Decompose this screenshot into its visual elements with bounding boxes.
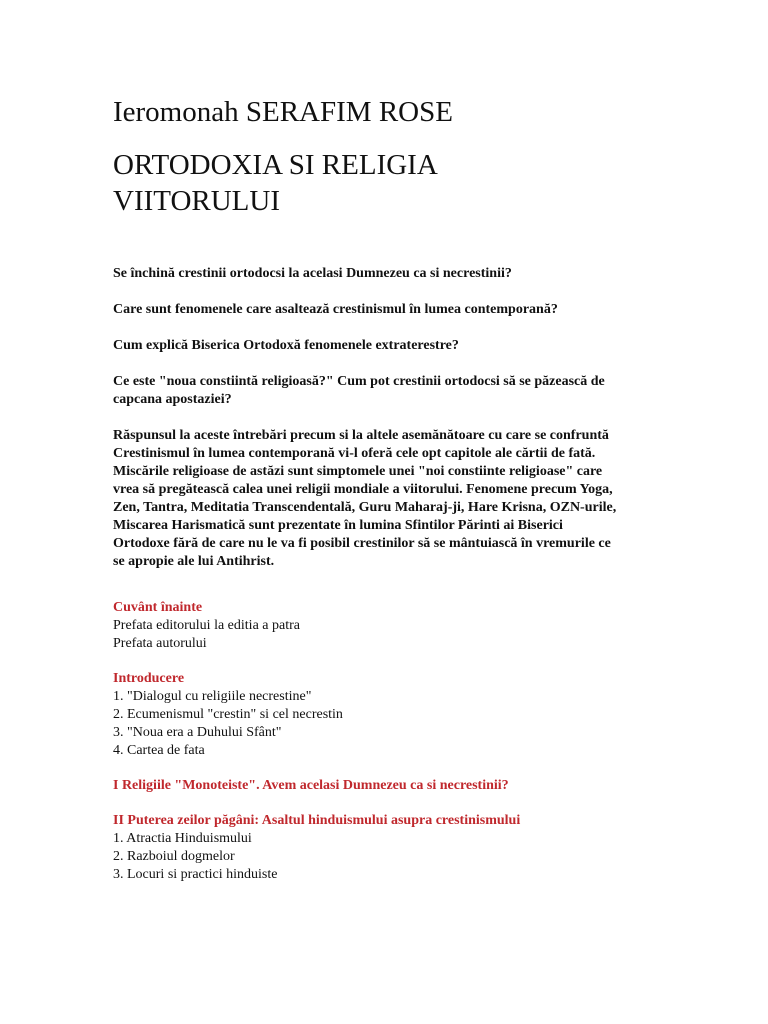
toc-item[interactable]: 4. Cartea de fata xyxy=(113,743,205,758)
toc-group-chapter-2 xyxy=(113,812,661,884)
question-4-line-2: capcana apostaziei? xyxy=(113,392,232,407)
toc-item[interactable]: 3. Locuri si practici hinduiste xyxy=(113,867,278,882)
question-4 xyxy=(113,373,661,409)
intro-line-7: Ortodoxe fără de care nu le va fi posibil crestinilor să se mântuiască în vremurile ce xyxy=(113,536,611,551)
intro-line-3: Miscările religioase de astăzi sunt simptomele unei "noi constiinte religioase" care xyxy=(113,464,603,479)
toc-heading-introduction[interactable]: Introducere xyxy=(113,671,185,686)
question-4-line-1: Ce este "noua constiintă religioasă?" Cum pot crestinii ortodocsi să se păzească de xyxy=(113,374,605,389)
questions-block xyxy=(113,265,661,409)
toc-heading-chapter-1[interactable]: I Religiile "Monoteiste". Avem acelasi Dumnezeu ca si necrestinii? xyxy=(113,778,509,793)
toc-item[interactable]: Prefata editorului la editia a patra xyxy=(113,618,300,633)
toc-item[interactable]: 1. "Dialogul cu religiile necrestine" xyxy=(113,689,312,704)
intro-line-6: Miscarea Harismatică sunt prezentate în lumina Sfintilor Părinti ai Biserici xyxy=(113,518,563,533)
book-title-line-2: VIITORULUI xyxy=(113,185,280,217)
intro-line-5: Zen, Tantra, Meditatia Transcendentală, Guru Maharaj-ji, Hare Krisna, OZN-urile, xyxy=(113,500,617,515)
toc-item[interactable]: Prefata autorului xyxy=(113,636,207,651)
toc-item[interactable]: 2. Ecumenismul "crestin" si cel necrestin xyxy=(113,707,343,722)
question-2: Care sunt fenomenele care asaltează crestinismul în lumea contemporană? xyxy=(113,302,558,317)
book-title xyxy=(113,147,661,219)
intro-line-1: Răspunsul la aceste întrebări precum si la altele asemănătoare cu care se confruntă xyxy=(113,428,609,443)
toc-group-foreword xyxy=(113,599,661,653)
document-page xyxy=(113,94,661,901)
toc-group-introduction xyxy=(113,670,661,760)
intro-line-8: se apropie ale lui Antihrist. xyxy=(113,554,275,569)
toc-heading-chapter-2[interactable]: II Puterea zeilor păgâni: Asaltul hinduismului asupra crestinismului xyxy=(113,813,521,828)
toc-heading-foreword[interactable]: Cuvânt înainte xyxy=(113,600,203,615)
intro-line-2: Crestinismul în lumea contemporană vi-l oferă cele opt capitole ale cărtii de fată. xyxy=(113,446,596,461)
question-3: Cum explică Biserica Ortodoxă fenomenele extraterestre? xyxy=(113,338,459,353)
question-1: Se închină crestinii ortodocsi la acelasi Dumnezeu ca si necrestinii? xyxy=(113,266,512,281)
book-title-line-1: ORTODOXIA SI RELIGIA xyxy=(113,149,438,181)
table-of-contents xyxy=(113,599,661,884)
toc-item[interactable]: 1. Atractia Hinduismului xyxy=(113,831,252,846)
toc-group-chapter-1 xyxy=(113,777,661,795)
toc-item[interactable]: 2. Razboiul dogmelor xyxy=(113,849,235,864)
toc-item[interactable]: 3. "Noua era a Duhului Sfânt" xyxy=(113,725,282,740)
intro-line-4: vrea să pregătească calea unei religii mondiale a viitorului. Fenomene precum Yoga, xyxy=(113,482,613,497)
author-heading: Ieromonah SERAFIM ROSE xyxy=(113,96,453,128)
intro-paragraph xyxy=(113,427,661,571)
